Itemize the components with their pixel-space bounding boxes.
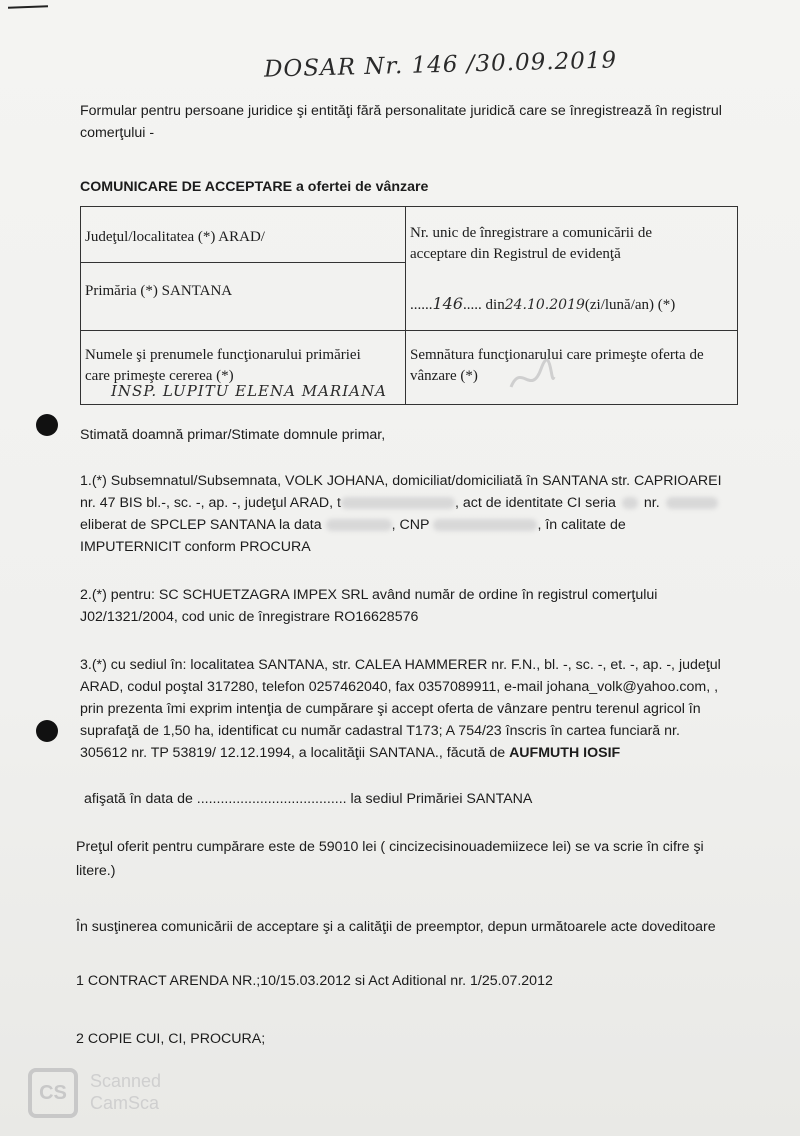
redacted-ci-number bbox=[666, 497, 718, 509]
watermark-line-2: CamSca bbox=[90, 1093, 160, 1113]
afisata-line: afişată în data de ...................................... la sediul Primăriei SANTANA bbox=[84, 791, 533, 807]
p1-line-3 bbox=[80, 514, 626, 536]
form-title-bold: COMUNICARE DE ACCEPTARE bbox=[80, 179, 293, 195]
nr-unic-line-2: acceptare din Registrul de evidenţă bbox=[410, 246, 621, 262]
nr-value-handwritten: 146 bbox=[432, 294, 464, 313]
p1-line-3-c: , în calitate de bbox=[537, 517, 626, 533]
nr-unic-cell bbox=[406, 207, 738, 331]
salutation: Stimată doamnă primar/Stimate domnule primar, bbox=[80, 427, 386, 443]
intro-line-2: comerţului - bbox=[80, 125, 155, 141]
p1-line-2-c: nr. bbox=[643, 495, 660, 511]
dosar-handwritten-header: DOSAR Nr. 146 /30.09.2019 bbox=[263, 47, 618, 83]
nr-unic-line-1: Nr. unic de înregistrare a comunicării de bbox=[410, 225, 652, 241]
form-title bbox=[80, 176, 428, 198]
p1-line-2 bbox=[80, 492, 718, 514]
primaria-text: Primăria (*) SANTANA bbox=[85, 283, 233, 299]
redacted-phone bbox=[341, 497, 455, 509]
binder-hole-top bbox=[36, 414, 58, 436]
functionar-name-handwritten: INSP. LUPITU ELENA MARIANA bbox=[111, 382, 387, 400]
watermark-line-1: Scanned bbox=[90, 1071, 162, 1091]
camscanner-logo-icon: CS bbox=[28, 1068, 78, 1118]
functionar-line-2: care primeşte cererea (*) bbox=[85, 368, 234, 384]
p3-line-3: prin prezenta îmi exprim intenţia de cumpărare şi accept oferta de vânzare pentru terenul agricol în bbox=[80, 701, 701, 717]
semnatura-line-1: Semnătura funcţionarului care primeşte oferta de bbox=[410, 347, 704, 363]
p1-line-4: IMPUTERNICIT conform PROCURA bbox=[80, 539, 311, 555]
p3-line-5-text: 305612 nr. TP 53819/ 12.12.1994, a localităţii SANTANA., făcută de bbox=[80, 745, 510, 761]
binder-hole-bottom bbox=[36, 720, 58, 742]
nr-suffix: (zi/lună/an) (*) bbox=[584, 297, 676, 313]
semnatura-cell bbox=[406, 331, 738, 405]
pret-line-1: Preţul oferit pentru cumpărare este de 59010 lei ( cincizecisinouademiizece lei) se va scrie în cifre şi bbox=[76, 839, 704, 855]
nr-dots-a: ...... bbox=[410, 297, 433, 313]
p3-line-2: ARAD, codul poştal 317280, telefon 0257462040, fax 0357089911, e-mail johana_volk@yahoo.com, , bbox=[80, 679, 719, 695]
nr-unic-fill-line bbox=[410, 293, 733, 316]
camscanner-watermark bbox=[90, 1070, 161, 1114]
registration-table bbox=[80, 206, 738, 405]
p3-line-5 bbox=[80, 742, 620, 764]
p1-line-1: 1.(*) Subsemnatul/Subsemnata, VOLK JOHANA, domiciliat/domiciliată în SANTANA str. CAPRIOAREI bbox=[80, 473, 722, 489]
redacted-ci-serie bbox=[622, 497, 638, 509]
act-item-2: 2 COPIE CUI, CI, PROCURA; bbox=[76, 1031, 266, 1047]
semnatura-line-2: vânzare (*) bbox=[410, 368, 478, 384]
form-title-rest: a ofertei de vânzare bbox=[292, 179, 429, 195]
p3-line-1: 3.(*) cu sediul în: localitatea SANTANA, str. CALEA HAMMERER nr. F.N., bl. -, sc. -, et. -, ap. -, judeţul bbox=[80, 657, 721, 673]
nr-date-handwritten: 24.10.2019 bbox=[504, 297, 585, 313]
sustinere-line: În susţinerea comunicării de acceptare şi a calităţii de preemptor, depun următoarele acte doveditoare bbox=[76, 919, 716, 935]
corner-mark bbox=[8, 5, 48, 8]
redacted-cnp bbox=[433, 519, 537, 531]
primaria-cell bbox=[81, 263, 406, 331]
intro-line-1: Formular pentru persoane juridice şi entităţi fără personalitate juridică care se înregistrează în registrul bbox=[80, 103, 722, 119]
functionar-cell bbox=[81, 331, 406, 405]
nr-dots-b: ..... din bbox=[463, 297, 505, 313]
redacted-date bbox=[326, 519, 392, 531]
p1-line-2-a: nr. 47 BIS bl.-, sc. -, ap. -, judeţul ARAD, t bbox=[80, 495, 341, 511]
signature-mark bbox=[506, 357, 556, 399]
seller-name: AUFMUTH IOSIF bbox=[509, 745, 621, 761]
p1-line-3-b: , CNP bbox=[391, 517, 430, 533]
functionar-line-1: Numele şi prenumele funcţionarului primăriei bbox=[85, 347, 361, 363]
judet-cell bbox=[81, 207, 406, 263]
p2-line-1: 2.(*) pentru: SC SCHUETZAGRA IMPEX SRL având număr de ordine în registrul comerţului bbox=[80, 587, 658, 603]
p2-line-2: J02/1321/2004, cod unic de înregistrare RO16628576 bbox=[80, 609, 419, 625]
pret-line-2: litere.) bbox=[76, 863, 116, 879]
p1-line-3-a: eliberat de SPCLEP SANTANA la data bbox=[80, 517, 322, 533]
judet-text: Judeţul/localitatea (*) ARAD/ bbox=[85, 229, 265, 245]
act-item-1: 1 CONTRACT ARENDA NR.;10/15.03.2012 si Act Aditional nr. 1/25.07.2012 bbox=[76, 973, 553, 989]
p3-line-4: suprafaţă de 1,50 ha, identificat cu număr cadastral T173; A 754/23 înscris în cartea funciară nr. bbox=[80, 723, 680, 739]
p1-line-2-b: , act de identitate CI seria bbox=[455, 495, 616, 511]
